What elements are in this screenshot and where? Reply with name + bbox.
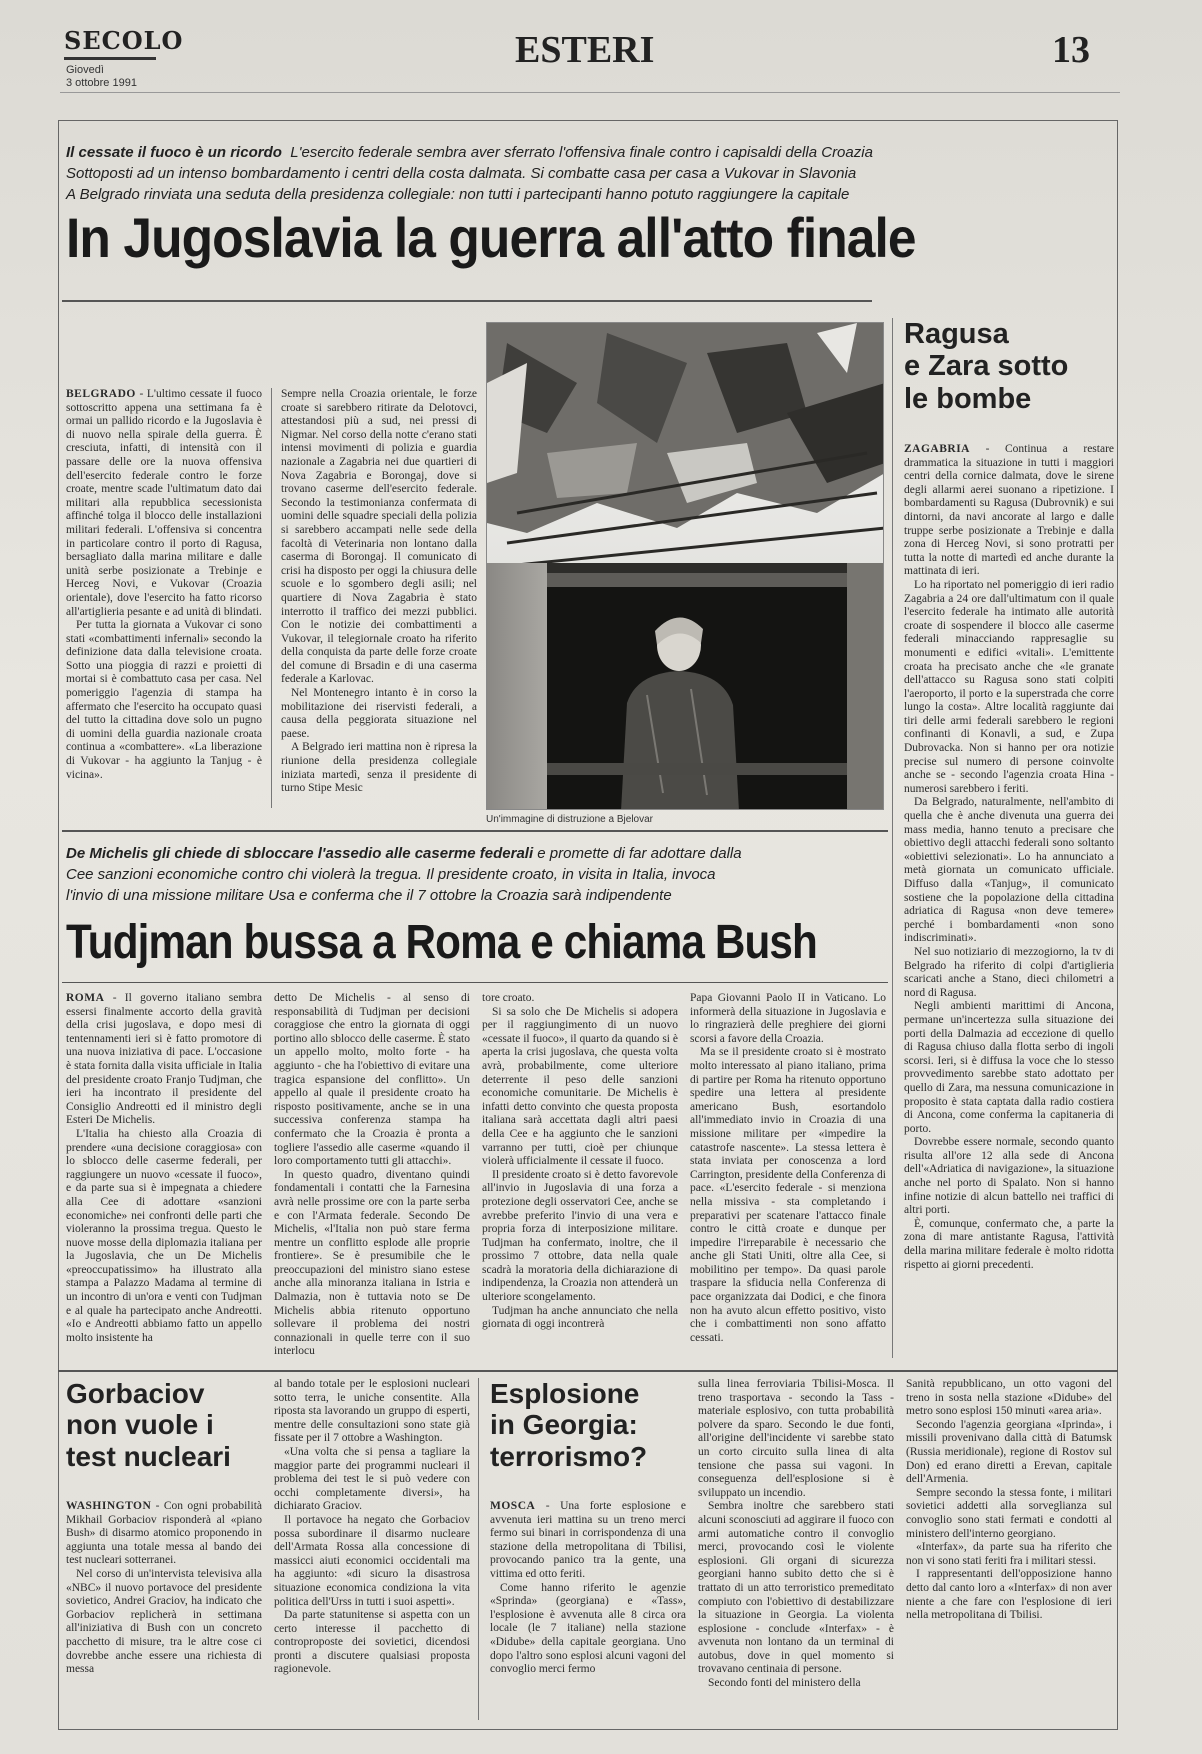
tudjman-col3-para-4: Tudjman ha anche annunciato che nella giornata di oggi incontrerà [482,1304,678,1331]
sidebar-divider [892,318,893,1358]
tudjman-column-4 [690,992,886,1372]
ragusa-para-7: È, comunque, confermato che, a parte la zona di mare antistante Ragusa, l'attività della marina militare federale è molto ridotta rispetto ai giorni precedenti. [904,1217,1114,1271]
ragusa-para-6: Dovrebbe essere normale, secondo quanto risulta all'ore 12 alla sede di Ancona dell'«Adriatica di navigazione», la situazione anche nel porto di Spalato. Non si hanno infine notizie di alcun battello nei traffici di altri porti. [904,1136,1114,1217]
gorbaciov-column-2 [274,1378,470,1720]
main-kicker-text-1: L'esercito federale sembra aver sferrato l'offensiva finale contro i capisaldi della Croazia [290,144,873,161]
georgia-col1-text: - Una forte esplosione e avvenuta ieri mattina su un treno merci fermo sui binari in corrispondenza di una stazione della metropolitana di Tbilisi, provocando panico tra la gente, una vittima ed otto feriti. [490,1500,686,1580]
gorbaciov-col2-para-3: Il portavoce ha negato che Gorbaciov possa subordinare il disarmo nucleare dell'Armata Rossa alla concessione di massicci aiuti economici occidentali ma ha aggiunto: «di sicuro la disastrosa situazione economica condiziona la vita politica dell'Urss in tutti i suoi aspetti». [274,1513,470,1608]
georgia-column-2 [698,1378,894,1720]
newspaper-logo: SECOLO [64,26,184,55]
georgia-column-1 [490,1500,686,1720]
tudjman-col1-text: - Il governo italiano sembra essersi finalmente accorto della gravità della crisi jugoslava, e dopo mesi di tentennamenti ieri si è fatto promotore di una nuova iniziativa di pace. L'occasione è stata fornita dalla visita ufficiale in Italia del presidente croato Franjo Tudjman, che ieri ha incontrato il presidente del Consiglio Andreotti ed il ministro degli Esteri De Michelis. [66,992,262,1127]
tudjman-column-1 [66,992,262,1372]
gorbaciov-col2-para-2: «Una volta che si pensa a tagliare la maggior parte dei programmi nucleari il problema dei test le si può vedere con occhi completamente diversi», ha dichiarato Graciov. [274,1445,470,1513]
main-kicker-line-2: Sottoposti ad un intenso bombardamento i centri della costa dalmata. Si combatte casa per casa a Vukovar in Slavonia [66,165,857,182]
main-kicker-line-1 [66,143,873,162]
georgia-col2-text: sulla linea ferroviaria Tbilisi-Mosca. Il treno trasportava - secondo la Tass - materiale esplosivo, con tutta probabilità polvere da sparo. Secondo le due fonti, all'origine dell'incidente vi sarebbe stato un corto circuito sulla linea di alta tensione che passa sui vagoni. In conseguenza dell'esplosione si è sviluppato un incendio. [698,1378,894,1499]
georgia-headline-line-1: Esplosione [490,1378,640,1409]
photo-illustration [487,323,884,810]
gorbaciov-headline-line-2: non vuole i [66,1409,214,1441]
georgia-column-3 [906,1378,1112,1720]
tudjman-kicker-line-2: Cee sanzioni economiche contro chi violerà la tregua. Il presidente croato, in visita in Italia, invoca [66,866,716,883]
georgia-headline [490,1378,647,1472]
tudjman-col4-para-2: Ma se il presidente croato si è mostrato molto interessato al piano italiano, prima di partire per Roma ha ritenuto opportuno spedire una lettera al presidente americano Bush, esortandolo all'immediato invio in Croazia di una missione militare per «impedire la catastrofe nascente». La stessa lettera è stata inviata per conoscenza a lord Carrington, presidente della Conferenza di pace. «L'esercito federale - si menziona nella missiva - sta completando i preparativi per scatenare l'attacco finale contro le città croate e dunque per impedire l'irreparabile è necessario che anche gli Stati Uniti, oltre alla Cee, si mobilitino per tempo». Da quasi parole traspare la sfiducia nella Conferenza di pace organizzata dai Dodici, e che finora non ha avuto alcun effetto positivo, visto che i combattimenti non sono affatto cessati. [690,1046,886,1344]
main-dateline: BELGRADO [66,388,136,400]
tudjman-headline: Tudjman bussa a Roma e chiama Bush [66,916,817,969]
main-col2-text: Sempre nella Croazia orientale, le forze croate si sarebbero ritirate da Delotovci, attestandosi più a sud, nei pressi di Nigmar. Nel corso della notte c'erano stati intensi movimenti di polizia e guardia nazionale a Zagabria nei due quartieri di Nova Zagabria e Borongaj, dove si trovano caserme dell'esercito federale. Secondo la testimonianza confermata di uomini delle squadre speciali della polizia si sarebbero accampati nelle sede della facoltà di Veterinaria non lontano dalla caserma di Borongaj. Il comunicato di crisi ha disposto per oggi la chiusura delle scuole e lo sgombero degli asili; nel quartiere di Nova Zagabria è stato interrotto il traffico dei mezzi pubblici. Con le notizie dei combattimenti a Vukovar, il telegiornale croato ha riferito della conquista da parte delle forze croate del comune di Brsadin e di una caserma federale a Karlovac. [281,388,477,686]
masthead [60,20,1120,90]
georgia-headline-line-2: in Georgia: [490,1409,638,1441]
main-kicker-line-3: A Belgrado rinviata una seduta della presidenza collegiale: non tutti i partecipanti hanno potuto raggiungere la capitale [66,186,850,203]
bottom-row-rule [58,1370,1118,1372]
ragusa-para-4: Nel suo notiziario di mezzogiorno, la tv di Belgrado ha riferito di colpi d'artiglieria scaricati anche a Stano, dieci chilometri a nord di Ragusa. [904,945,1114,999]
gorbaciov-headline [66,1378,231,1472]
main-story-column-2 [281,388,477,818]
issue-date [66,64,137,90]
ragusa-headline-line-2: e Zara sotto [904,350,1069,383]
bottom-story-divider [478,1378,479,1720]
tudjman-col3-para-3: Il presidente croato si è detto favorevole all'invio in Jugoslavia di una forza a protezione degli osservatori Cee, anche se avrebbe preferito l'invio di una vera e propria forza di interposizione militare. Tudjman ha confermato, inoltre, che il prossimo 7 ottobre, data nella quale scadrà la moratoria della dichiarazione di indipendenza, la Croazia non attenderà un ulteriore scongelamento. [482,1168,678,1304]
georgia-col2-para-2: Sembra inoltre che sarebbero stati alcuni sconosciuti ad aggirare il fuoco con armi automatiche contro il convoglio merci, provocando così le violente esplosioni. Gli organi di sicurezza georgiani hanno subito detto che si è trattato di un atto terroristico premeditato compiuto con l'obiettivo di destabilizzare la situazione in Georgia. La violenta esplosione - conclude «Interfax» - è avvenuta non lontano da un terminal di autobus, dove in quel momento si trovavano centinaia di persone. [698,1500,894,1676]
tudjman-column-3 [482,992,678,1372]
main-col1-text: - L'ultimo cessate il fuoco sottoscritto appena una settimana fa è ormai un pallido ricordo e la Jugoslavia è di nuovo nella spirale della guerra. È cresciuta, infatti, di intensità con il passare delle ore la nuova offensiva dell'esercito federale contro le forze croate, mentre scade l'ultimatum dato dai militari alla repubblica secessionista affinché tolga il blocco delle installazioni militari federali. L'offensiva si concentra in particolare contro il porto di Ragusa, bersagliato dalla marina militare e dalle unità serbe posizionate a Trebinje e Herceg Novi, e Vukovar (Croazia orientale), dove l'esercito ha fatto ricorso all'artiglieria pesante e ad unità di blindati. [66,388,262,618]
masthead-rule [60,92,1120,93]
gorbaciov-column-1 [66,1500,262,1720]
ragusa-story-column [904,443,1114,1343]
tudjman-dateline: ROMA [66,992,105,1004]
gorbaciov-headline-line-3: test nucleari [66,1440,231,1472]
ragusa-headline-line-3: le bombe [904,382,1032,415]
section-title: ESTERI [515,29,655,71]
main-headline-rule [62,300,872,302]
gorbaciov-col2-text: al bando totale per le esplosioni nucleari sotto terra, le uniche consentite. Alla riposta sta lavorando un gruppo di esperti, mentre delle consultazioni sono state già fissate per il 7 ottobre a Washington. [274,1378,470,1445]
ragusa-para-2: Lo ha riportato nel pomeriggio di ieri radio Zagabria a 24 ore dall'ultimatum con il quale l'esercito federale ha intimato alle autorità croate di sospendere il blocco alle caserme federali minacciando rappresaglie su monumenti e edifici «vitali». L'emittente croata ha precisato anche che «le granate dell'attacco su Ragusa sono stati colpiti l'aeroporto, il porto e la superstrada che corre lungo la costa». Altre località raggiunte dai tiri delle armi federali sarebbero le regioni confinanti di Konavli, a sud, e Zupa Dubrovacka. Non si hanno per ora notizie precise sul numero di persone coinvolte anche se - secondo l'agenzia croata Hina - numerosi sarebbero i feriti. [904,578,1114,795]
gorbaciov-col1-text: - Con ogni probabilità Mikhail Gorbaciov risponderà al «piano Bush» di disarmo atomico proponendo in aggiunta una totale messa al bando dei test nucleari sotterranei. [66,1500,262,1567]
tudjman-kicker-line-1 [66,844,742,863]
ragusa-para-1: - Continua a restare drammatica la situazione in tutti i maggiori centri della cornice dalmata, dove le sirene degli allarmi aerei suonano a ripetizione. I bombardamenti su Ragusa (Dubrovnik) e sui dintorni, da navi ancorate al largo e dalle truppe serbe posizionate a Trebinje e dalla zona di Herceg Novi, si sono protratti per tutta la notte di martedì ed anche durante la mattinata di ieri. [904,443,1114,578]
gorbaciov-headline-line-1: Gorbaciov [66,1378,205,1409]
tudjman-kicker-lead: De Michelis gli chiede di sbloccare l'assedio alle caserme federali [66,845,534,862]
ragusa-dateline: ZAGABRIA [904,443,970,455]
georgia-col3-para-5: I rappresentanti dell'opposizione hanno detto dal canto loro a «Interfax» di non aver niente a che fare con l'esplosione di ieri nella metropolitana di Tbilisi. [906,1568,1112,1622]
main-col2-para-3: A Belgrado ieri mattina non è ripresa la riunione della presidenza collegiale iniziata martedì, senza il presidente di turno Stipe Mesic [281,741,477,795]
ragusa-headline-line-1: Ragusa [904,318,1009,350]
georgia-col3-para-3: Sempre secondo la stessa fonte, i militari sovietici addetti alla sorveglianza sul convoglio sono stati fermati e condotti al ministero dell'interno georgiano. [906,1486,1112,1540]
tudjman-col3-text: tore croato. [482,992,535,1004]
main-story-column-1 [66,388,262,818]
main-col2-para-2: Nel Montenegro intanto è in corso la mobilitazione dei riservisti federali, a causa della peggiorata situazione nel paese. [281,687,477,740]
ragusa-headline [904,318,1068,415]
destruction-photo [486,322,884,810]
page-number: 13 [1052,29,1090,71]
tudjman-col2-para-2: In questo quadro, diventano quindi fondamentali i contatti che la Farnesina avrà nelle prossime ore con la parte serba e con l'Armata federale. Secondo De Michelis, «l'Italia non può stare ferma mentre un conflitto esplode alle proprie frontiere». Se è presumibile che le preoccupazioni del ministro siano estese anche alla minoranza italiana in Istria e Dalmazia, non è tuttavia noto se De Michelis abbia ritenuto opportuno sollevare il problema dei nostri connazionali in quelle terre con il suo interlocu [274,1168,470,1358]
ragusa-para-5: Negli ambienti marittimi di Ancona, permane un'incertezza sulla situazione dei porti della Dalmazia ad eccezione di quello di Ragusa chiuso dalla flotta serbo di ingoli scorsi. Ieri, si è diffusa la voce che lo stesso provvedimento sarebbe stato adottato per quello di Zara, ma nessuna comunicazione in proposito è stata captata dalla radio costiera di Ancona, come conferma la capitaneria di porto. [904,1000,1114,1135]
main-headline: In Jugoslavia la guerra all'atto finale [66,206,916,269]
tudjman-top-rule [62,830,888,832]
georgia-col3-text: Sanità repubblicano, un otto vagoni del treno in sosta nella stazione «Didube» del metro sono esplosi 150 minuti «area aria». [906,1378,1112,1418]
tudjman-column-2 [274,992,470,1372]
georgia-headline-line-3: terrorismo? [490,1440,648,1472]
gorbaciov-col2-para-4: Da parte statunitense si aspetta con un certo interesse il pacchetto di controproposte dei sovietici, dicendosi pronti a discutere qualsiasi proposta ragionevole. [274,1609,470,1676]
issue-weekday: Giovedì [66,64,104,76]
column-divider [271,388,272,808]
main-kicker-lead: Il cessate il fuoco è un ricordo [66,144,282,161]
tudjman-col2-text: detto De Michelis - al senso di responsabilità di Tudjman per decisioni coraggiose che entro la giornata di oggi portino allo sblocco delle caserme. È stato un appello molto, molto forte - ha aggiunto - che ha l'obiettivo di evitare una tragica espansione del conflitto». Un appello al quale il presidente croato ha risposto positivamente, anche se in una successiva conferenza stampa ha confermato che la Croazia è pronta a togliere l'assedio alle caserme «quando il loro comportamento tutti gli attacchi». [274,992,470,1168]
tudjman-kicker-text-1: e promette di far adottare dalla [537,845,742,862]
gorbaciov-col1-para-2: Nel corso di un'intervista televisiva alla «NBC» il nuovo portavoce del presidente sovietico, Andrei Graciov, ha indicato che Gorbaciov replicherà in settimana all'iniziativa di Bush con un concreto pacchetto di misure, tra le altre cose ci dovrebbe anche essere una richiesta di messa [66,1567,262,1676]
photo-caption: Un'immagine di distruzione a Bjelovar [486,814,653,825]
ragusa-para-3: Da Belgrado, naturalmente, nell'ambito di quella che è anche divenuta una guerra dei mass media, hanno tenuto a precisare che obiettivo degli attacchi federali sono soltanto «obiettivi selezionati». Lo ha annunciato a metà giornata un comunicato ufficiale. Diffuso dalla «Tanjug», il comunicato sostiene che la popolazione della cittadina adriatica di Ragusa «non deve temere» perché i bombardamenti «non sono indiscriminati». [904,796,1114,945]
issue-full-date: 3 ottobre 1991 [66,77,137,89]
tudjman-col1-para-2: L'Italia ha chiesto alla Croazia di prendere «una decisione coraggiosa» con lo sblocco delle caserme federali, per raggiungere un nuovo «cessate il fuoco», e da parte sua si è impegnata a chiedere alla Cee di adottare «sanzioni economiche» nei confronti delle parti che violeranno la prossima tregua. Questo le nuove mosse della diplomazia italiana per la Jugoslavia, che un De Michelis «preoccupatissimo» ha illustrato alla stampa a Palazzo Madama al termine di un incontro di un'ora e venti con Tudjman e al quale ha partecipato anche Andreotti. «Io e Andreotti abbiamo fatto un appello molto insistente ha [66,1127,262,1344]
tudjman-kicker-line-3: l'invio di una missione militare Usa e conferma che il 7 ottobre la Croazia sarà indipendente [66,887,672,904]
georgia-col3-para-2: Secondo l'agenzia georgiana «Iprinda», i missili provenivano dalla città di Batumsk (Russia meridionale), regione di Rostov sul Don) ed erano diretti a Erevan, capitale dell'Armenia. [906,1418,1112,1486]
tudjman-headline-rule [62,982,888,983]
logo-underline [64,57,156,60]
georgia-dateline: MOSCA [490,1500,536,1512]
georgia-col1-para-2: Come hanno riferito le agenzie «Sprinda» (georgiana) e «Tass», l'esplosione è avvenuta alle 8 circa ora locale (le 7 italiane) nella stazione «Didube» della capitale georgiana. Uno dopo l'altro sono esplosi alcuni vagoni del convoglio merci fermo [490,1581,686,1676]
tudjman-col3-para-2: Si sa solo che De Michelis si adopera per il raggiungimento di un nuovo «cessate il fuoco», il quarto da quando si è aperta la crisi jugoslava, che questa volta avrà, probabilmente, come ulteriore deterrente il peso delle sanzioni economiche comunitarie. De Michelis è infatti detto convinto che questa proposta italiana sarà accettata dagli altri paesi della Cee e ha aggiunto che le sanzioni varranno per tutti, cioè per chiunque violerà ufficialmente il cessate il fuoco. [482,1005,678,1168]
gorbaciov-dateline: WASHINGTON [66,1500,152,1512]
main-col1-para-2: Per tutta la giornata a Vukovar ci sono stati «combattimenti infernali» secondo la definizione data dalla televisione croata. Sotto una pioggia di razzi e proietti di mortai si è combattuto casa per casa. Nel pomeriggio l'agenzia di stampa ha affermato che l'esercito ha occupato quasi del tutto la cittadina dove solo un pugno di uomini della guardia nazionale croata continua a «combattere». «La liberazione di Vukovar - ha aggiunto la Tanjug - è vicina». [66,619,262,781]
georgia-col2-para-3: Secondo fonti del ministero della [708,1677,861,1690]
georgia-col3-para-4: «Interfax», da parte sua ha riferito che non vi sono stati feriti fra i militari stessi. [906,1541,1112,1567]
tudjman-col4-text: Papa Giovanni Paolo II in Vaticano. Lo informerà della situazione in Jugoslavia e lo ringrazierà delle preghiere dei giorni scorsi a favore della Croazia. [690,992,886,1045]
